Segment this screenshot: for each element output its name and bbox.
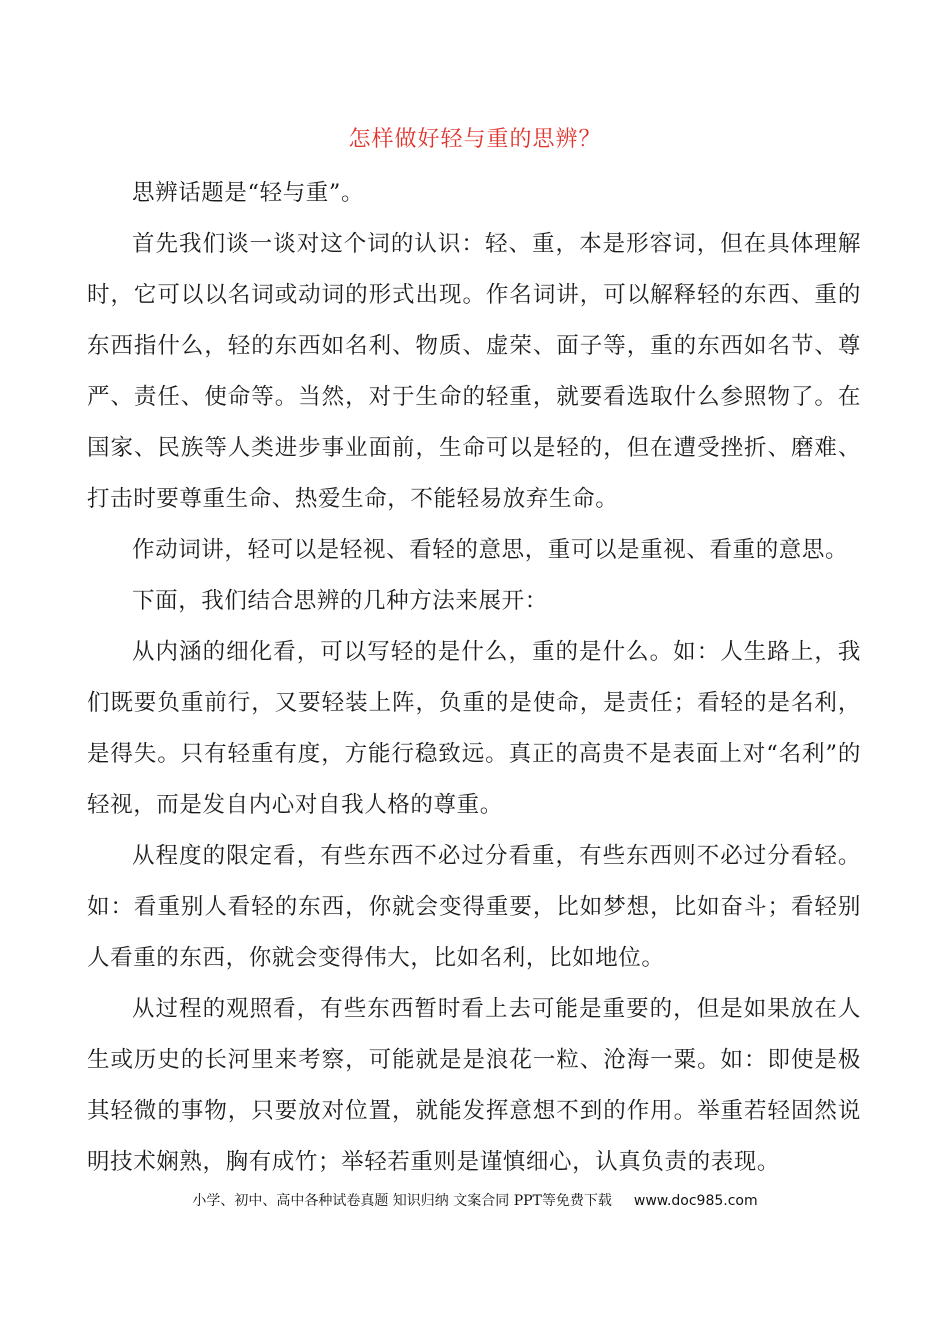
paragraph-topic: 思辨话题是“轻与重”。 — [132, 180, 365, 206]
paragraph-verb: 作动词讲，轻可以是轻视、看轻的意思，重可以是重视、看重的意思。 — [132, 537, 849, 563]
paragraph-definition: 首先我们谈一谈对这个词的认识：轻、重，本是形容词，但在具体理解时，它可以以名词或动词的形式出现。作名词讲，可以解释轻的东西、重的东西指什么，轻的东西如名利、物质、虚荣、面子等，重的东西如名节、尊严、责任、使命等。当然，对于生命的轻重，就要看选取什么参照物了。在国家、民族等人类进步事业面前，生命可以是轻的，但在遭受挫折、磨难、打击时要尊重生命、热爱生命，不能轻易放弃生命。 — [87, 231, 861, 512]
paragraph-connotation: 从内涵的细化看，可以写轻的是什么，重的是什么。如：人生路上，我们既要负重前行，又要轻装上阵，负重的是使命，是责任；看轻的是名利，是得失。只有轻重有度，方能行稳致远。真正的高贵不是表面上对“名利”的轻视，而是发自内心对自我人格的尊重。 — [87, 639, 861, 818]
paragraph-degree: 从程度的限定看，有些东西不必过分看重，有些东西则不必过分看轻。如：看重别人看轻的东西，你就会变得重要，比如梦想，比如奋斗；看轻别人看重的东西，你就会变得伟大，比如名利，比如地位。 — [87, 843, 861, 971]
paragraph-process: 从过程的观照看，有些东西暂时看上去可能是重要的，但是如果放在人生或历史的长河里来考察，可能就是是浪花一粒、沧海一粟。如：即使是极其轻微的事物，只要放对位置，就能发挥意想不到的作用。举重若轻固然说明技术娴熟，胸有成竹；举轻若重则是谨慎细心，认真负责的表现。 — [87, 996, 861, 1175]
document-title: 怎样做好轻与重的思辨？ — [348, 127, 602, 152]
footer-site-link[interactable]: www.doc985.com — [633, 1193, 758, 1209]
footer-text: 小学、初中、高中各种试卷真题 知识归纳 文案合同 PPT等免费下载 — [192, 1193, 612, 1209]
page-footer — [0, 1190, 950, 1212]
document-body — [87, 168, 861, 1188]
paragraph-methods-intro: 下面，我们结合思辨的几种方法来展开： — [132, 588, 548, 614]
